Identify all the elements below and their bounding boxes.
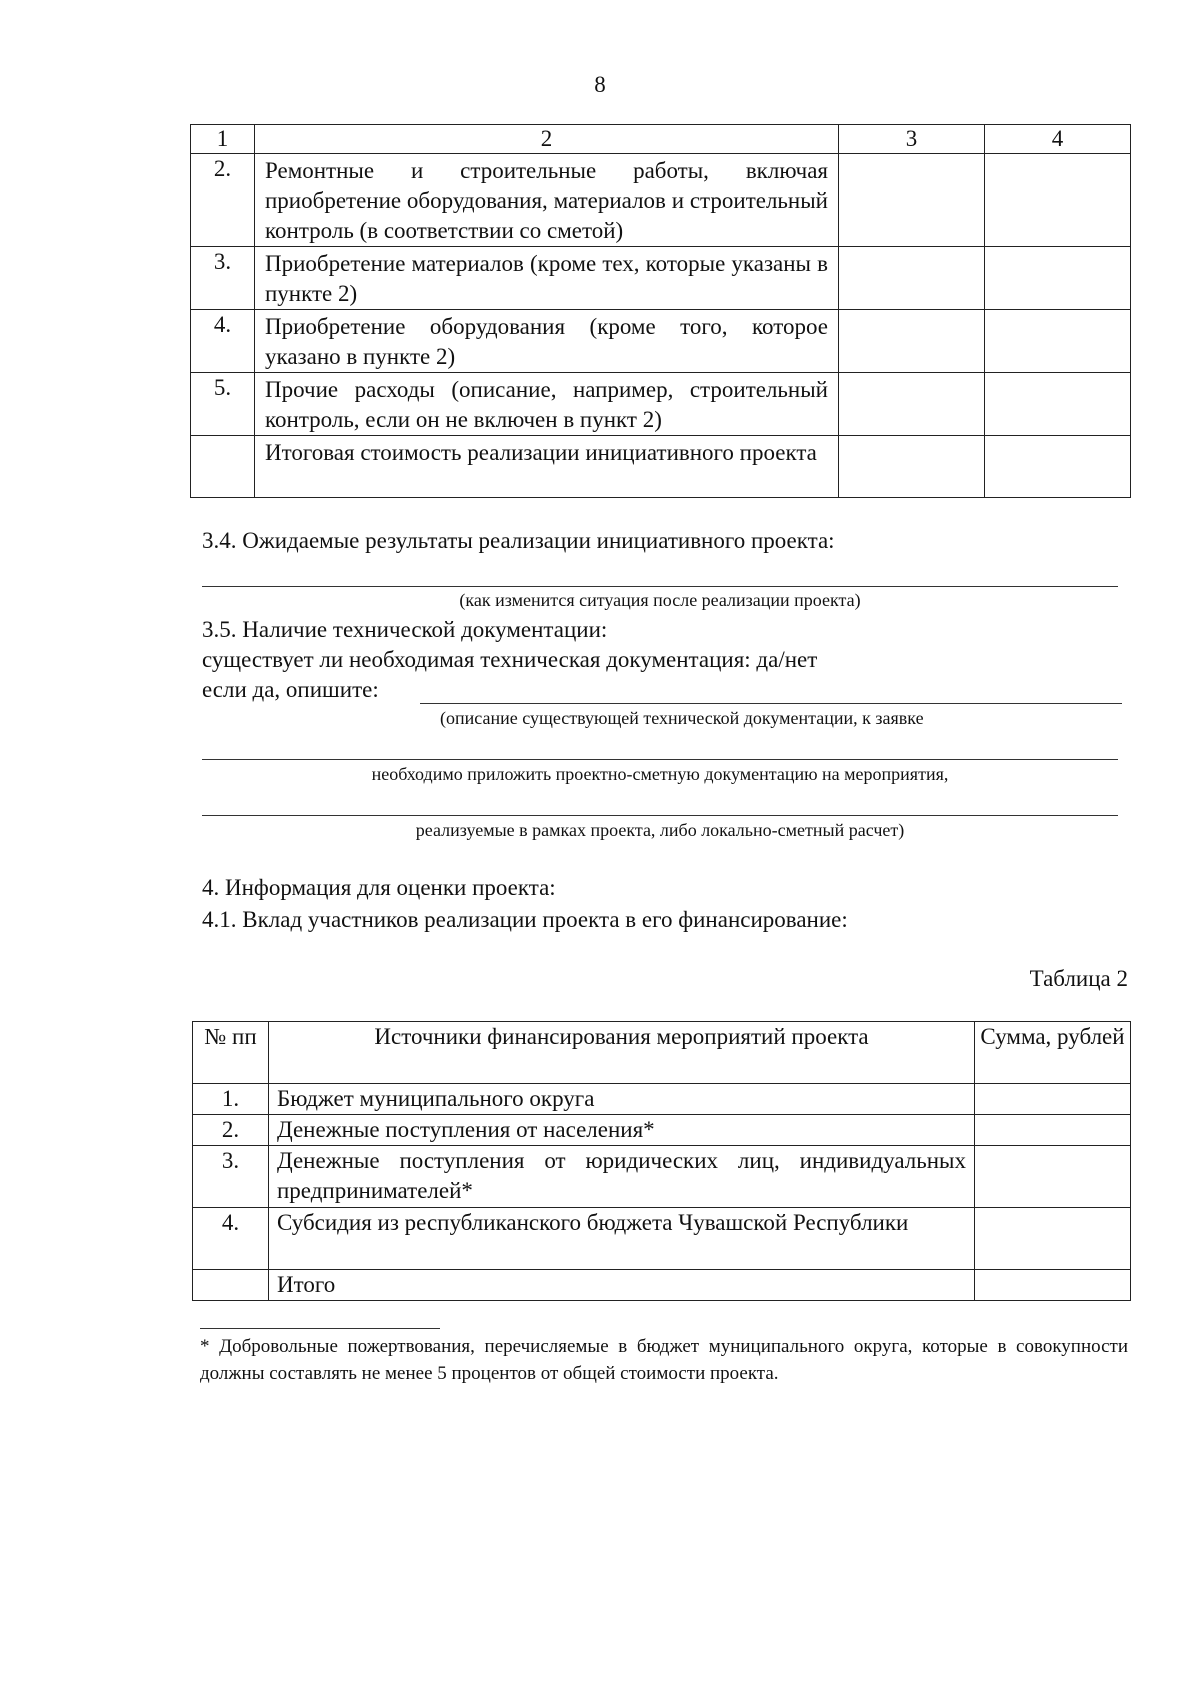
value-cell (985, 247, 1131, 310)
column-header: 2 (255, 125, 839, 154)
table-row (193, 1115, 1131, 1146)
row-description: Итоговая стоимость реализации инициативного проекта (255, 436, 839, 498)
row-description: Приобретение материалов (кроме тех, которые указаны в пункте 2) (255, 247, 839, 310)
tech-doc-question: существует ли необходимая техническая документация: да/нет (202, 647, 818, 672)
sum-cell (975, 1146, 1131, 1208)
table-row (191, 310, 1131, 373)
value-cell (985, 154, 1131, 247)
section-4-title: 4. Информация для оценки проекта: (202, 875, 556, 900)
value-cell (985, 436, 1131, 498)
value-cell (839, 247, 985, 310)
value-cell (839, 373, 985, 436)
tech-doc-hint: реализуемые в рамках проекта, либо локально-сметный расчет) (415, 820, 905, 840)
column-header: 3 (839, 125, 985, 154)
row-number: 1. (193, 1084, 269, 1115)
table-row-total (193, 1270, 1131, 1301)
row-description: Бюджет муниципального округа (269, 1084, 975, 1115)
table-row-total (191, 436, 1131, 498)
row-number (191, 436, 255, 498)
row-number: 4. (193, 1208, 269, 1270)
sum-cell (975, 1208, 1131, 1270)
table-row (193, 1146, 1131, 1208)
table-row (191, 247, 1131, 310)
tech-doc-if-yes: если да, опишите: (202, 677, 379, 702)
row-description: Денежные поступления от населения* (269, 1115, 975, 1146)
tech-doc-answer-line[interactable] (420, 703, 1122, 704)
column-header: Сумма, рублей (975, 1022, 1131, 1084)
expenses-table (190, 124, 1131, 498)
value-cell (839, 154, 985, 247)
answer-line[interactable] (202, 586, 1118, 587)
row-number (193, 1270, 269, 1301)
value-cell (839, 310, 985, 373)
tech-doc-answer-line[interactable] (202, 815, 1118, 816)
column-header: № пп (193, 1022, 269, 1084)
row-number: 3. (193, 1146, 269, 1208)
financing-table-header (193, 1022, 1131, 1084)
row-number: 3. (191, 247, 255, 310)
row-number: 2. (191, 154, 255, 247)
tech-doc-hint: (описание существующей технической документации, к заявке (440, 708, 924, 728)
row-number: 5. (191, 373, 255, 436)
value-cell (985, 373, 1131, 436)
row-description: Приобретение оборудования (кроме того, которое указано в пункте 2) (255, 310, 839, 373)
value-cell (985, 310, 1131, 373)
value-cell (839, 436, 985, 498)
column-header: 1 (191, 125, 255, 154)
table-row (191, 154, 1131, 247)
section-3-4-title: 3.4. Ожидаемые результаты реализации инициативного проекта: (202, 528, 835, 553)
sum-cell (975, 1115, 1131, 1146)
sum-cell (975, 1084, 1131, 1115)
expenses-table-header (191, 125, 1131, 154)
page-number: 8 (594, 72, 606, 97)
table-row (193, 1084, 1131, 1115)
answer-hint: (как изменится ситуация после реализации проекта) (459, 590, 861, 610)
row-description: Прочие расходы (описание, например, строительный контроль, если он не включен в пункт 2) (255, 373, 839, 436)
row-number: 2. (193, 1115, 269, 1146)
tech-doc-answer-line[interactable] (202, 759, 1118, 760)
column-header: Источники финансирования мероприятий проекта (269, 1022, 975, 1084)
row-description: Итого (269, 1270, 975, 1301)
table-row (191, 373, 1131, 436)
sum-cell (975, 1270, 1131, 1301)
row-description: Ремонтные и строительные работы, включая приобретение оборудования, материалов и строительный контроль (в соответствии со сметой) (255, 154, 839, 247)
section-4-1-title: 4.1. Вклад участников реализации проекта в его финансирование: (202, 907, 848, 932)
financing-table (192, 1021, 1131, 1301)
tech-doc-hint: необходимо приложить проектно-сметную документацию на мероприятия, (371, 764, 949, 784)
section-3-5-title: 3.5. Наличие технической документации: (202, 617, 608, 642)
row-description: Денежные поступления от юридических лиц, индивидуальных предпринимателей* (269, 1146, 975, 1208)
column-header: 4 (985, 125, 1131, 154)
footnote-divider (200, 1328, 440, 1329)
row-number: 4. (191, 310, 255, 373)
table-label: Таблица 2 (1029, 966, 1128, 991)
table-row (193, 1208, 1131, 1270)
row-description: Субсидия из республиканского бюджета Чувашской Республики (269, 1208, 975, 1270)
footnote: * Добровольные пожертвования, перечисляемые в бюджет муниципального округа, которые в совокупности должны составлять не менее 5 процентов от общей стоимости проекта. (200, 1336, 1128, 1384)
